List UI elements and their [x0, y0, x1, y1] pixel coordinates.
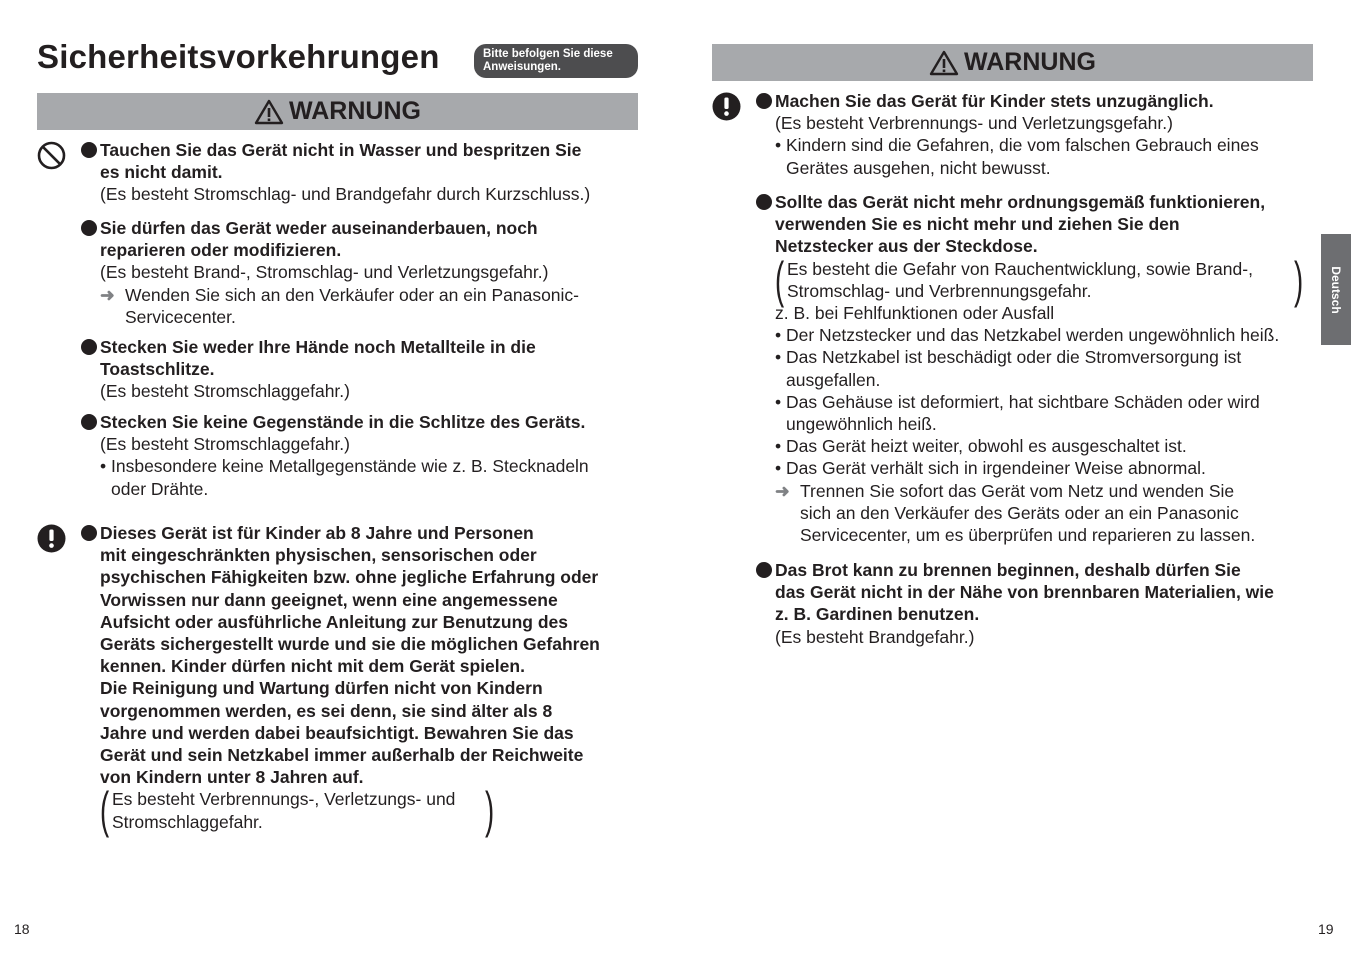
page-number-right: 19 — [1318, 921, 1334, 937]
warning-banner-right — [712, 44, 1313, 81]
prohibited-item-water — [100, 139, 645, 206]
sub-text: • Der Netzstecker und das Netzkabel werden ungewöhnlich heiß. — [786, 325, 1280, 346]
sub-point — [775, 435, 1320, 457]
item-heading: Stecken Sie weder Ihre Hände noch Metallteile in die — [100, 337, 536, 357]
warning-triangle-icon — [254, 99, 284, 125]
mandatory-exclamation-icon — [37, 524, 66, 553]
right-bracket: ) — [1294, 251, 1304, 308]
sub-text: • Kindern sind die Gefahren, die vom falschen Gebrauch eines — [786, 135, 1259, 156]
item-heading: Das Brot kann zu brennen beginnen, deshalb dürfen Sie — [775, 560, 1241, 580]
bullet-dot — [81, 220, 97, 236]
sub-point — [100, 455, 645, 499]
item-heading: von Kindern unter 8 Jahren auf. — [100, 767, 364, 788]
item-note: (Es besteht Brandgefahr.) — [775, 626, 975, 647]
item-note: (Es besteht Stromschlaggefahr.) — [100, 381, 350, 402]
follow-instructions-badge — [474, 44, 638, 78]
prohibited-item-hands — [100, 336, 645, 403]
action-text: Wenden Sie sich an den Verkäufer oder an ein Panasonic- — [125, 284, 580, 305]
bullet-dot — [81, 414, 97, 430]
action-instruction — [100, 284, 645, 328]
item-heading: Gerät und sein Netzkabel immer außerhalb der Reichweite — [100, 745, 584, 766]
bullet-dot — [81, 339, 97, 355]
item-heading: Vorwissen nur dann geeignet, wenn eine angemessene — [100, 589, 558, 610]
note-text: Stromschlag- und Verbrennungsgefahr. — [787, 280, 1092, 301]
sub-text: • Insbesondere keine Metallgegenstände wie z. B. Stecknadeln — [111, 456, 589, 477]
item-heading: kennen. Kinder dürfen nicht mit dem Gerät spielen. — [100, 656, 525, 677]
item-heading: z. B. Gardinen benutzen. — [775, 604, 980, 625]
sub-text: Gerätes ausgehen, nicht bewusst. — [786, 157, 1051, 178]
language-tab — [1321, 234, 1351, 345]
bullet-dot — [756, 562, 772, 578]
item-heading: mit eingeschränkten physischen, sensorischen oder — [100, 545, 537, 566]
item-heading: Sollte das Gerät nicht mehr ordnungsgemäß funktionieren, — [775, 192, 1266, 212]
warning-label: WARNUNG — [289, 97, 421, 125]
item-heading: Jahre und werden dabei beaufsichtigt. Bewahren Sie das — [100, 722, 574, 743]
action-instruction — [775, 480, 1320, 547]
item-note: (Es besteht Brand-, Stromschlag- und Verletzungsgefahr.) — [100, 262, 549, 283]
item-heading: vorgenommen werden, es sei denn, sie sind älter als 8 — [100, 700, 553, 721]
badge-line-1: Bitte befolgen Sie diese — [483, 48, 613, 60]
item-heading: Geräts sichergestellt wurde und sie die möglichen Gefahren — [100, 634, 600, 655]
arrow-right-icon: ➜ — [100, 284, 115, 305]
sub-text: • Das Netzkabel ist beschädigt oder die Stromversorgung ist — [786, 347, 1242, 368]
item-heading: Sie dürfen das Gerät weder auseinanderbauen, noch — [100, 218, 538, 238]
item-heading: Toastschlitze. — [100, 359, 215, 380]
action-text: sich an den Verkäufer des Geräts oder an ein Panasonic — [800, 502, 1239, 523]
prohibited-item-disassemble — [100, 217, 645, 328]
sub-text: ausgefallen. — [786, 369, 881, 390]
prohibited-item-objects — [100, 411, 645, 500]
item-heading: verwenden Sie es nicht mehr und ziehen Sie den — [775, 214, 1180, 235]
sub-point — [775, 346, 1320, 390]
note-text: Es besteht die Gefahr von Rauchentwicklung, sowie Brand-, — [787, 258, 1253, 279]
sub-text: oder Drähte. — [111, 478, 209, 499]
item-heading: Stecken Sie keine Gegenstände in die Schlitze des Geräts. — [100, 412, 586, 432]
bullet-dot — [756, 93, 772, 109]
item-heading: Netzstecker aus der Steckdose. — [775, 236, 1038, 257]
item-heading: Aufsicht oder ausführliche Anleitung zur Benutzung des — [100, 611, 568, 632]
mandatory-item-flammable — [775, 559, 1320, 648]
action-text: Servicecenter. — [125, 306, 236, 327]
example-text: z. B. bei Fehlfunktionen oder Ausfall — [775, 303, 1055, 324]
item-heading: Machen Sie das Gerät für Kinder stets unzugänglich. — [775, 91, 1214, 111]
action-text: Trennen Sie sofort das Gerät vom Netz und wenden Sie — [800, 480, 1235, 501]
sub-text: • Das Gerät verhält sich in irgendeiner Weise abnormal. — [786, 458, 1206, 479]
sub-text: • Das Gehäuse ist deformiert, hat sichtbare Schäden oder wird — [786, 391, 1260, 412]
arrow-right-icon: ➜ — [775, 480, 790, 501]
item-heading: psychischen Fähigkeiten bzw. ohne jegliche Erfahrung oder — [100, 567, 599, 588]
item-heading: Dieses Gerät ist für Kinder ab 8 Jahre und Personen — [100, 523, 534, 543]
item-note: (Es besteht Verbrennungs- und Verletzungsgefahr.) — [775, 113, 1173, 134]
sub-point — [775, 134, 1320, 178]
item-heading: das Gerät nicht in der Nähe von brennbaren Materialien, wie — [775, 582, 1274, 603]
parenthetical-note — [775, 251, 1320, 308]
right-bracket: ) — [485, 782, 495, 839]
item-heading: Tauchen Sie das Gerät nicht in Wasser und bespritzen Sie — [100, 140, 582, 160]
language-tab-label: Deutsch — [1329, 265, 1343, 314]
mandatory-item-malfunction — [775, 191, 1320, 546]
page-number-left: 18 — [14, 921, 30, 937]
item-note: (Es besteht Stromschlag- und Brandgefahr durch Kurzschluss.) — [100, 184, 591, 205]
sub-text: ungewöhnlich heiß. — [786, 414, 937, 435]
item-heading: reparieren oder modifizieren. — [100, 240, 342, 261]
sub-point — [775, 391, 1320, 435]
sub-point — [775, 457, 1320, 479]
parenthetical-note — [100, 782, 645, 839]
bullet-dot — [756, 194, 772, 210]
prohibited-icon — [37, 141, 66, 170]
left-bracket: ( — [100, 782, 110, 839]
mandatory-item-keep-away — [775, 90, 1320, 179]
action-text: Servicecenter, um es überprüfen und reparieren zu lassen. — [800, 525, 1256, 546]
warning-triangle-icon — [929, 50, 959, 76]
badge-line-2: Anweisungen. — [483, 60, 561, 73]
warning-banner-left — [37, 93, 638, 130]
item-note: (Es besteht Stromschlaggefahr.) — [100, 434, 350, 455]
mandatory-exclamation-icon — [712, 92, 741, 121]
sub-point — [775, 324, 1320, 346]
bullet-dot — [81, 525, 97, 541]
mandatory-item-children — [100, 522, 645, 839]
note-text: Es besteht Verbrennungs-, Verletzungs- und — [112, 789, 456, 810]
bullet-dot — [81, 142, 97, 158]
warning-label: WARNUNG — [964, 48, 1096, 76]
item-heading: es nicht damit. — [100, 162, 223, 183]
page-title: Sicherheitsvorkehrungen — [37, 38, 440, 75]
left-bracket: ( — [775, 251, 785, 308]
sub-text: • Das Gerät heizt weiter, obwohl es ausgeschaltet ist. — [786, 436, 1187, 457]
item-heading: Die Reinigung und Wartung dürfen nicht von Kindern — [100, 678, 543, 699]
note-text: Stromschlaggefahr. — [112, 811, 263, 832]
